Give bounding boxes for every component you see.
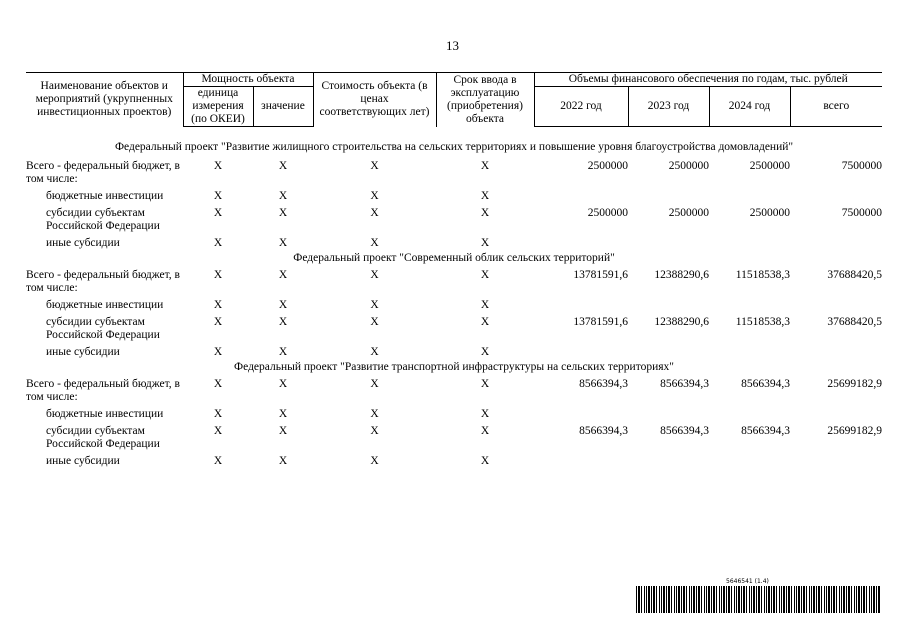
row-label: субсидии субъектам Российской Федерации xyxy=(46,425,160,450)
x-marker: Х xyxy=(278,269,288,281)
x-marker: Х xyxy=(278,455,288,467)
x-marker: Х xyxy=(480,237,490,249)
table-row xyxy=(26,425,882,455)
amount-cell xyxy=(628,299,709,316)
header-commissioning: Срок ввода в эксплуатацию (приобретения) объекта xyxy=(436,73,534,127)
x-marker: Х xyxy=(213,316,223,328)
x-marker: Х xyxy=(480,316,490,328)
header-row-top xyxy=(26,73,882,87)
x-marker: Х xyxy=(370,269,379,281)
table-row xyxy=(26,299,882,316)
x-marker: Х xyxy=(278,346,288,358)
x-marker: Х xyxy=(278,237,288,249)
x-marker: Х xyxy=(213,425,223,437)
amount-cell: 8566394,3 xyxy=(660,378,709,390)
header-name: Наименование объектов и мероприятий (укрупненных инвестиционных проектов) xyxy=(26,73,183,127)
x-marker: Х xyxy=(213,346,223,358)
x-marker: Х xyxy=(278,378,288,390)
x-marker: Х xyxy=(370,316,379,328)
page-number: 13 xyxy=(446,38,459,53)
spacer-cell xyxy=(26,127,882,142)
amount-cell xyxy=(534,190,628,207)
amount-cell: 8566394,3 xyxy=(660,425,709,437)
header-total: всего xyxy=(790,87,882,127)
amount-cell: 8566394,3 xyxy=(741,425,790,437)
amount-cell xyxy=(790,237,882,252)
amount-cell xyxy=(709,237,790,252)
amount-cell: 8566394,3 xyxy=(579,425,628,437)
x-marker: Х xyxy=(370,160,379,172)
x-marker: Х xyxy=(213,207,223,219)
x-marker: Х xyxy=(213,237,223,249)
amount-cell xyxy=(709,346,790,361)
amount-cell xyxy=(534,408,628,425)
x-marker: Х xyxy=(213,299,223,311)
amount-cell xyxy=(709,455,790,470)
amount-cell xyxy=(709,408,790,425)
x-marker: Х xyxy=(278,408,288,420)
x-marker: Х xyxy=(370,299,379,311)
barcode-label: 5646541 (1.4) xyxy=(726,578,769,585)
amount-cell xyxy=(709,299,790,316)
table-row xyxy=(26,160,882,190)
header-capacity: Мощность объекта xyxy=(183,73,313,87)
project-title: Федеральный проект "Развитие жилищного строительства на сельских территориях и повышение уровня благоустройства домовладений" xyxy=(114,141,794,153)
x-marker: Х xyxy=(370,237,379,249)
x-marker: Х xyxy=(480,378,490,390)
amount-cell: 25699182,9 xyxy=(827,378,883,390)
x-marker: Х xyxy=(370,346,379,358)
row-label: иные субсидии xyxy=(46,346,120,358)
x-marker: Х xyxy=(278,207,288,219)
amount-cell: 2500000 xyxy=(668,160,709,172)
amount-cell: 25699182,9 xyxy=(827,425,883,437)
row-label: иные субсидии xyxy=(46,237,120,249)
amount-cell xyxy=(628,346,709,361)
project-section-row xyxy=(26,361,882,378)
x-marker: Х xyxy=(278,425,288,437)
x-marker: Х xyxy=(370,378,379,390)
row-label: субсидии субъектам Российской Федерации xyxy=(46,207,160,232)
table-row xyxy=(26,346,882,361)
x-marker: Х xyxy=(278,316,288,328)
x-marker: Х xyxy=(370,425,379,437)
row-label: бюджетные инвестиции xyxy=(46,408,164,420)
x-marker: Х xyxy=(278,160,288,172)
header-value: значение xyxy=(253,87,313,127)
amount-cell: 2500000 xyxy=(749,207,790,219)
project-section-row xyxy=(26,252,882,269)
x-marker: Х xyxy=(480,299,490,311)
header-unit: единица измерения (по ОКЕИ) xyxy=(183,87,253,127)
x-marker: Х xyxy=(480,190,490,202)
amount-cell: 37688420,5 xyxy=(827,316,883,328)
amount-cell xyxy=(790,299,882,316)
table-row xyxy=(26,237,882,252)
header-2024: 2024 год xyxy=(709,87,790,127)
amount-cell: 2500000 xyxy=(587,207,628,219)
amount-cell: 13781591,6 xyxy=(573,269,628,281)
amount-cell: 2500000 xyxy=(587,160,628,172)
amount-cell xyxy=(790,408,882,425)
investment-table xyxy=(26,72,882,470)
amount-cell xyxy=(534,237,628,252)
row-label: Всего - федеральный бюджет, в том числе: xyxy=(26,378,180,403)
amount-cell: 8566394,3 xyxy=(579,378,628,390)
spacer-row xyxy=(26,127,882,142)
project-title: Федеральный проект "Развитие транспортной инфраструктуры на сельских территориях" xyxy=(234,361,674,373)
barcode-bars xyxy=(636,586,880,613)
table-row xyxy=(26,455,882,470)
project-section-row xyxy=(26,141,882,160)
x-marker: Х xyxy=(370,455,379,467)
x-marker: Х xyxy=(213,408,223,420)
row-label: Всего - федеральный бюджет, в том числе: xyxy=(26,269,180,294)
amount-cell xyxy=(534,299,628,316)
amount-cell: 2500000 xyxy=(668,207,709,219)
row-label: субсидии субъектам Российской Федерации xyxy=(46,316,160,341)
amount-cell: 37688420,5 xyxy=(827,269,883,281)
table-row xyxy=(26,316,882,346)
amount-cell: 7500000 xyxy=(841,207,883,219)
x-marker: Х xyxy=(213,160,223,172)
table-row xyxy=(26,207,882,237)
project-title: Федеральный проект "Современный облик сельских территорий" xyxy=(293,252,615,264)
x-marker: Х xyxy=(213,269,223,281)
amount-cell xyxy=(790,190,882,207)
row-label: бюджетные инвестиции xyxy=(46,190,164,202)
amount-cell xyxy=(709,190,790,207)
amount-cell: 2500000 xyxy=(749,160,790,172)
header-cost: Стоимость объекта (в ценах соответствующих лет) xyxy=(313,73,436,127)
amount-cell xyxy=(534,346,628,361)
amount-cell: 12388290,6 xyxy=(654,269,709,281)
amount-cell: 8566394,3 xyxy=(741,378,790,390)
x-marker: Х xyxy=(278,299,288,311)
x-marker: Х xyxy=(480,346,490,358)
table-row xyxy=(26,378,882,408)
x-marker: Х xyxy=(480,207,490,219)
amount-cell: 11518538,3 xyxy=(735,316,790,328)
x-marker: Х xyxy=(480,269,490,281)
x-marker: Х xyxy=(213,190,223,202)
x-marker: Х xyxy=(213,455,223,467)
x-marker: Х xyxy=(480,455,490,467)
table-row xyxy=(26,190,882,207)
header-funding: Объемы финансового обеспечения по годам, тыс. рублей xyxy=(534,73,882,87)
table-row xyxy=(26,269,882,299)
row-label: Всего - федеральный бюджет, в том числе: xyxy=(26,160,180,185)
amount-cell: 12388290,6 xyxy=(654,316,709,328)
amount-cell xyxy=(534,455,628,470)
x-marker: Х xyxy=(370,207,379,219)
x-marker: Х xyxy=(213,378,223,390)
x-marker: Х xyxy=(278,190,288,202)
table-body xyxy=(26,127,882,471)
amount-cell xyxy=(628,408,709,425)
table-row xyxy=(26,408,882,425)
x-marker: Х xyxy=(370,190,379,202)
barcode xyxy=(636,578,880,613)
amount-cell xyxy=(790,346,882,361)
row-label: иные субсидии xyxy=(46,455,120,467)
amount-cell: 13781591,6 xyxy=(573,316,628,328)
header-2023: 2023 год xyxy=(628,87,709,127)
amount-cell xyxy=(790,455,882,470)
header-2022: 2022 год xyxy=(534,87,628,127)
x-marker: Х xyxy=(370,408,379,420)
amount-cell xyxy=(628,455,709,470)
amount-cell: 11518538,3 xyxy=(735,269,790,281)
amount-cell xyxy=(628,237,709,252)
x-marker: Х xyxy=(480,425,490,437)
amount-cell xyxy=(628,190,709,207)
amount-cell: 7500000 xyxy=(841,160,883,172)
x-marker: Х xyxy=(480,160,490,172)
row-label: бюджетные инвестиции xyxy=(46,299,164,311)
x-marker: Х xyxy=(480,408,490,420)
